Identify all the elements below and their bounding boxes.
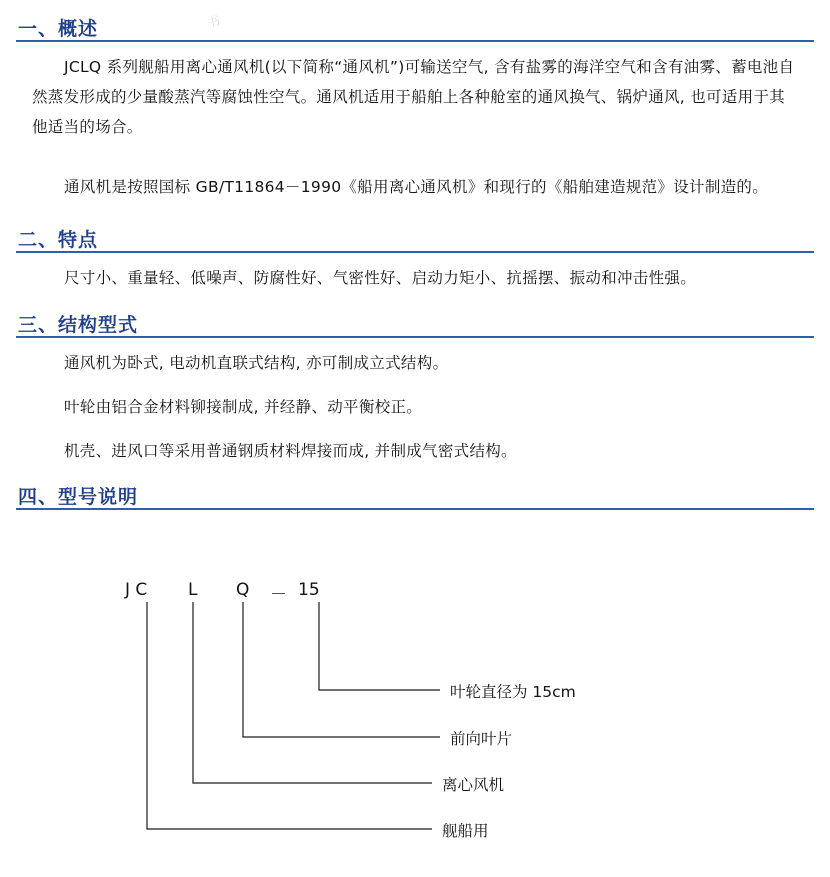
model-code-part-jc: J C xyxy=(125,580,148,600)
model-code-part-q: Q xyxy=(236,580,250,600)
overview-paragraph-2: 通风机是按照国标 GB/T11864－1990《船用离心通风机》和现行的《船舶建造规范》设计制造的。 xyxy=(64,178,769,196)
section-heading-structure: 三、结构型式 xyxy=(18,314,139,336)
scan-smudge: 书 xyxy=(205,14,222,32)
callout-forward-blade: 前向叶片 xyxy=(450,730,513,748)
section-heading-model-designation: 四、型号说明 xyxy=(18,486,139,508)
overview-paragraph-1: JCLQ 系列舰船用离心通风机(以下简称“通风机”)可输送空气, 含有盐雾的海洋空气和含有油雾、蓄电池自然蒸发形成的少量酸蒸汽等腐蚀性空气。通风机适用于船舶上各种舱室的通风换气、锅炉通风, 也可适用于其他适当的场合。 xyxy=(32,58,795,136)
structure-paragraph-3: 机壳、进风口等采用普通钢质材料焊接而成, 并制成气密式结构。 xyxy=(64,442,517,460)
features-paragraph-1: 尺寸小、重量轻、低噪声、防腐性好、气密性好、启动力矩小、抗摇摆、振动和冲击性强。 xyxy=(64,269,697,287)
callout-naval-use: 舰船用 xyxy=(442,822,489,840)
section-divider-1 xyxy=(16,40,814,42)
section-divider-3 xyxy=(16,336,814,338)
section-divider-2 xyxy=(16,251,814,253)
model-code-part-l: L xyxy=(188,580,198,600)
model-code-part-15: 15 xyxy=(298,580,320,600)
model-code-part-dash: － xyxy=(270,585,287,605)
callout-centrifugal-fan: 离心风机 xyxy=(442,776,505,794)
structure-paragraph-2: 叶轮由铝合金材料铆接制成, 并经静、动平衡校正。 xyxy=(64,398,423,416)
structure-paragraph-1: 通风机为卧式, 电动机直联式结构, 亦可制成立式结构。 xyxy=(64,354,449,372)
section-heading-features: 二、特点 xyxy=(18,229,99,251)
section-divider-4 xyxy=(16,508,814,510)
callout-impeller-diameter: 叶轮直径为 15cm xyxy=(450,683,576,701)
model-designation-diagram xyxy=(0,540,830,877)
section-heading-overview: 一、概述 xyxy=(18,18,99,40)
